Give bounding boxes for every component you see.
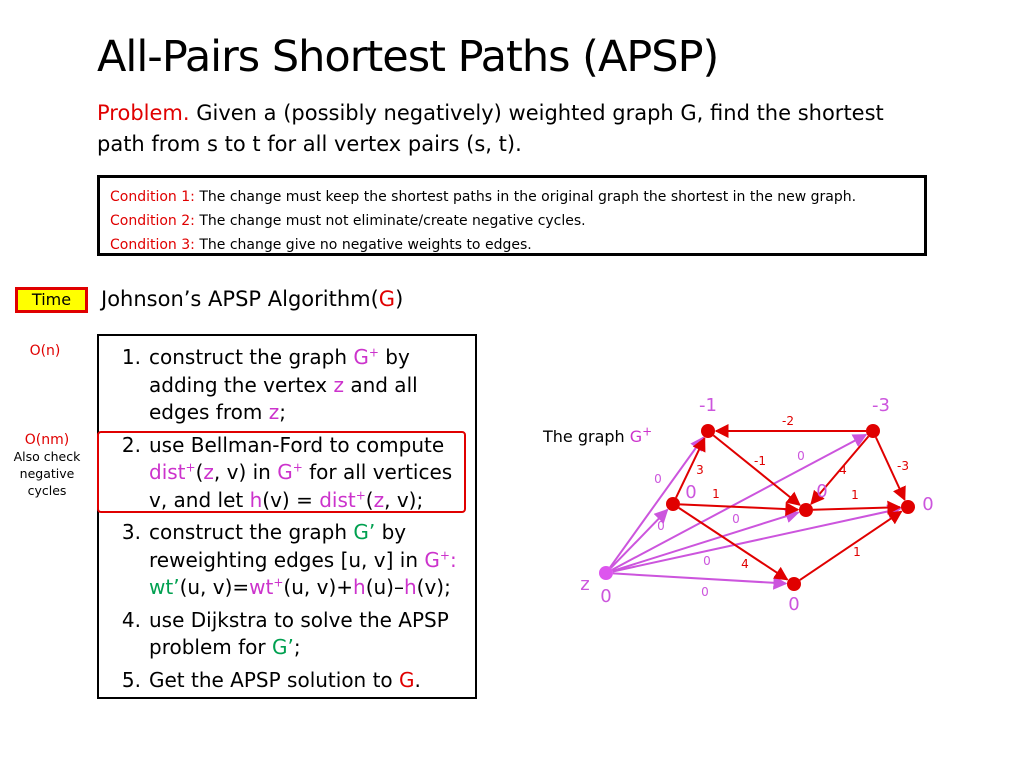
z-edge-e xyxy=(613,509,900,572)
edge-f-e xyxy=(800,511,902,580)
algorithm-suffix: ) xyxy=(395,287,404,311)
edge-weight: -2 xyxy=(782,414,794,428)
condition-label: Condition 3: xyxy=(110,237,195,253)
vertex-e xyxy=(901,500,915,514)
step-number: 4. xyxy=(121,607,141,632)
vertex-z-label: z xyxy=(580,574,590,595)
problem-label: Problem. xyxy=(97,101,190,125)
vertex-f xyxy=(787,577,801,591)
vertex-a xyxy=(666,497,680,511)
edge-b-d xyxy=(713,435,799,505)
step-number: 1. xyxy=(121,345,141,369)
step-number: 3. xyxy=(121,520,141,544)
vertex-h-value: -3 xyxy=(872,395,890,416)
condition-label: Condition 2: xyxy=(110,213,195,229)
edge-weight: 1 xyxy=(853,545,861,559)
edge-weight: -1 xyxy=(754,454,766,468)
edge-weight: -3 xyxy=(897,459,909,473)
step-text: construct the graph G’ by reweighting edges [u, v] in G+: wt’(u, v)=wt+(u, v)+h(u)–h(v); xyxy=(149,520,457,599)
step-number: 2. xyxy=(121,432,141,457)
graph-caption: The graph G+ xyxy=(543,424,653,446)
edge-weight: 4 xyxy=(839,463,847,477)
vertex-z xyxy=(599,566,613,580)
vertex-h-value: 0 xyxy=(685,482,697,503)
z-edge-weight: 0 xyxy=(657,519,665,533)
condition-label: Condition 1: xyxy=(110,189,195,205)
cost-step2: O(nm) xyxy=(24,432,70,448)
step-text: construct the graph G+ by adding the vertex z and all edges from z; xyxy=(149,345,418,424)
algorithm-prefix: Johnson’s APSP Algorithm( xyxy=(101,287,379,311)
step-text: use Dijkstra to solve the APSP problem for G’; xyxy=(149,607,449,659)
vertex-h-value: 0 xyxy=(788,594,800,615)
z-edge-weight: 0 xyxy=(797,449,805,463)
cost-step2-note: Also check negative cycles xyxy=(13,449,81,498)
page-title: All-Pairs Shortest Paths (APSP) xyxy=(97,32,719,82)
edge-weight: 1 xyxy=(851,488,859,502)
step-number: 5. xyxy=(121,667,141,692)
condition-text: The change must keep the shortest paths in the original graph the shortest in the new graph. xyxy=(199,189,857,205)
cost-step1: O(n) xyxy=(29,343,61,359)
vertex-b xyxy=(701,424,715,438)
z-edge-weight: 0 xyxy=(732,512,740,526)
edge-weight: 4 xyxy=(741,557,749,571)
problem-text: Given a (possibly negatively) weighted graph G, find the shortest path from s to t for all vertex pairs (s, t). xyxy=(97,101,884,156)
vertex-h-value: 0 xyxy=(600,586,612,607)
z-edge-weight: 0 xyxy=(703,554,711,568)
vertex-h-value: 0 xyxy=(922,494,934,515)
step-text: use Bellman-Ford to compute dist+(z, v) in G+ for all vertices v, and let h(v) = dist+(z, v); xyxy=(149,432,453,512)
condition-text: The change give no negative weights to edges. xyxy=(199,237,532,253)
step-text: Get the APSP solution to G. xyxy=(149,667,421,692)
edge-d-e xyxy=(813,507,900,510)
vertex-h-value: 0 xyxy=(816,481,828,502)
vertex-h-value: -1 xyxy=(699,395,717,416)
algorithm-graph: G xyxy=(378,287,396,311)
edge-weight: 3 xyxy=(696,463,704,477)
condition-text: The change must not eliminate/create negative cycles. xyxy=(199,213,586,229)
edge-a-d xyxy=(680,504,798,509)
vertex-d xyxy=(799,503,813,517)
z-edge-weight: 0 xyxy=(701,585,709,599)
edge-weight: 1 xyxy=(712,487,720,501)
vertex-c xyxy=(866,424,880,438)
z-edge-f xyxy=(613,573,786,583)
time-badge: Time xyxy=(15,287,88,313)
z-edge-weight: 0 xyxy=(654,472,662,486)
